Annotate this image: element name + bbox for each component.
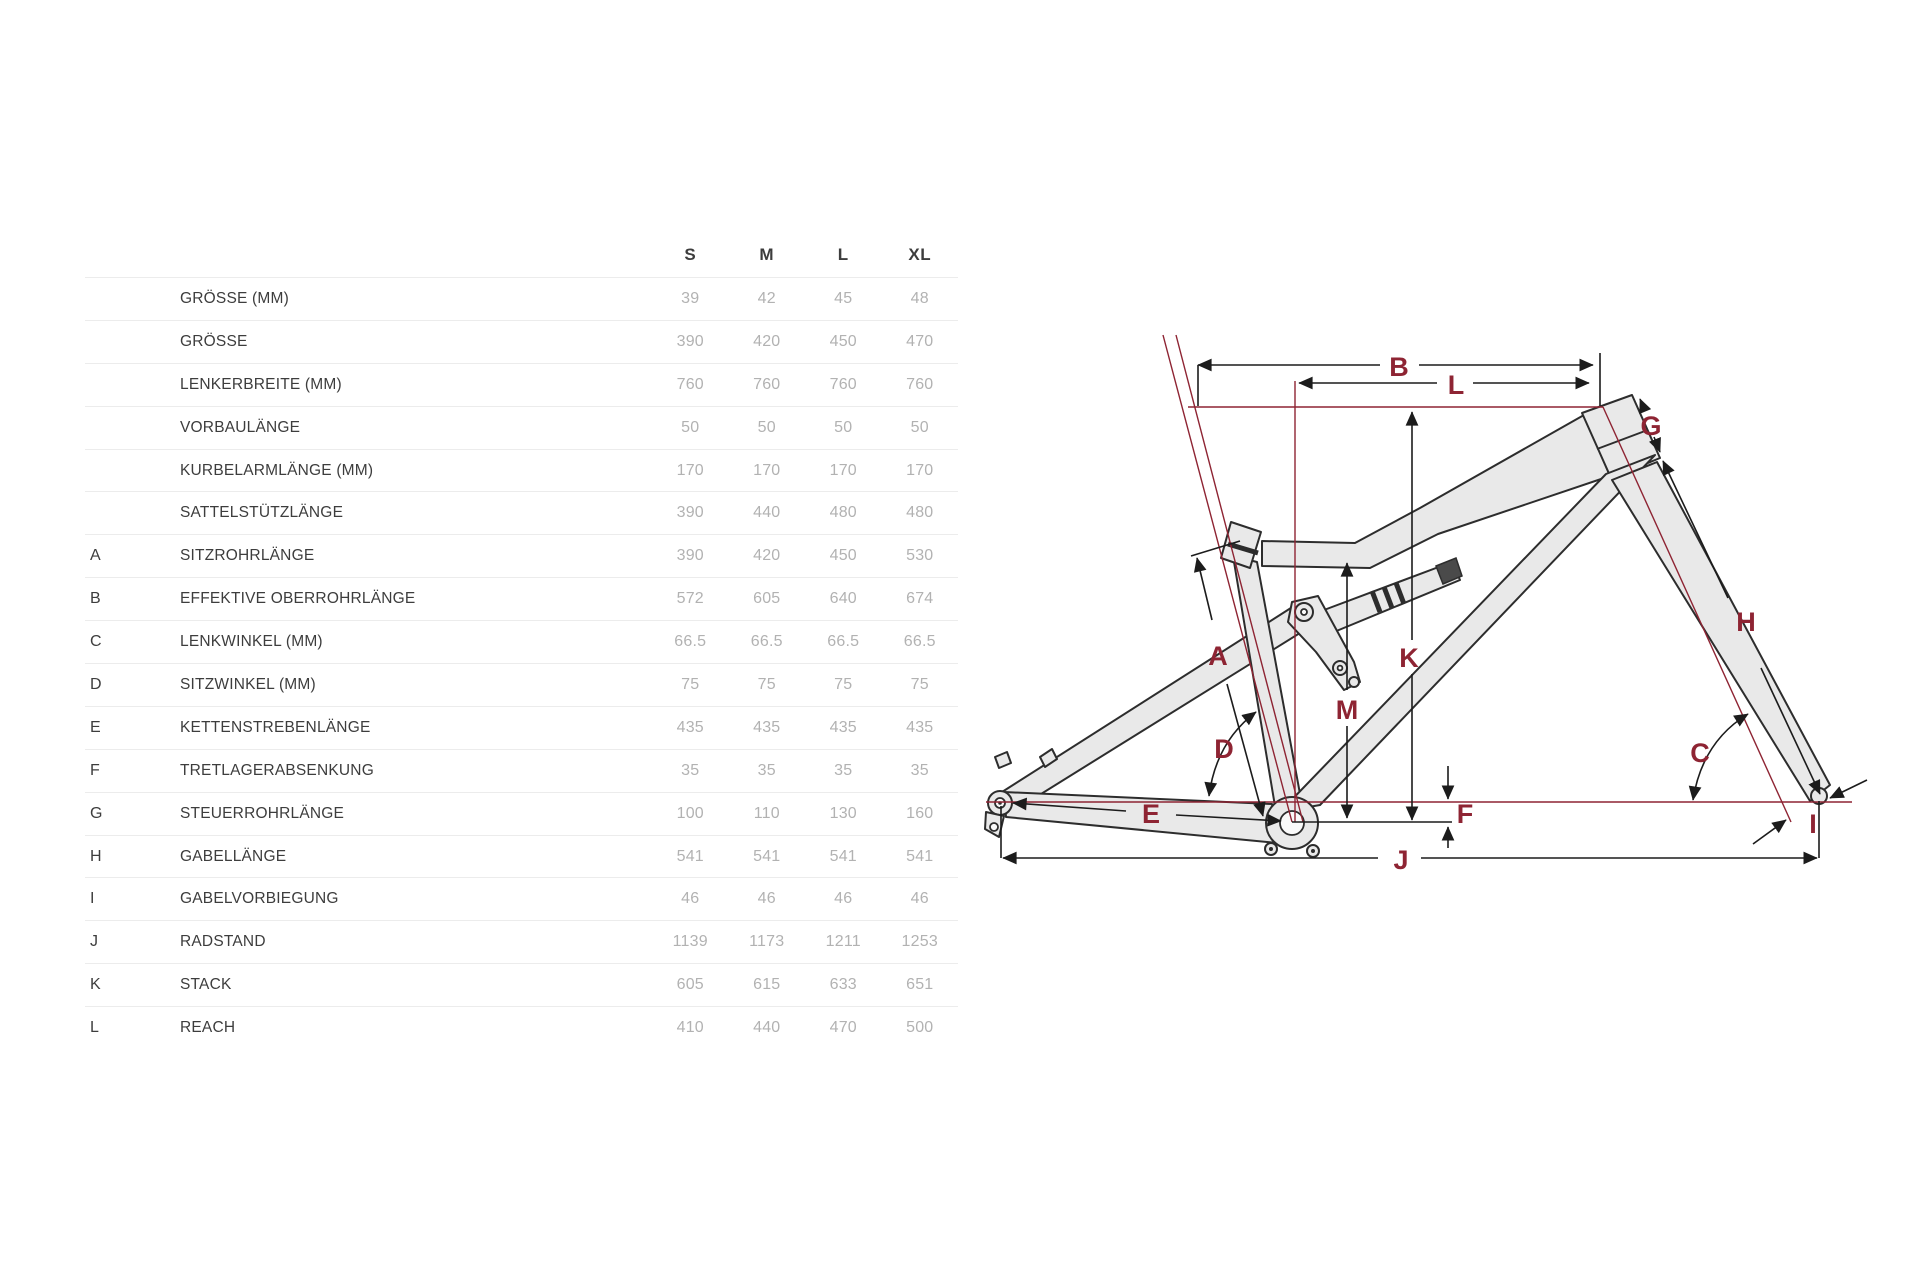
row-label: GRÖSSE [180, 332, 248, 350]
value-m: 46 [757, 890, 776, 908]
row-label: REACH [180, 1019, 236, 1037]
size-header-m: M [759, 245, 775, 264]
row-key: E [90, 718, 101, 736]
bike-frame-illustration [985, 395, 1830, 857]
rocker-pivot-end [1349, 677, 1359, 687]
value-m: 440 [753, 504, 781, 522]
value-s: 39 [681, 289, 700, 307]
value-m: 440 [753, 1019, 781, 1037]
row-label: STEUERROHRLÄNGE [180, 804, 345, 822]
value-m: 615 [753, 976, 781, 994]
dim-label-k: K [1399, 643, 1419, 673]
value-l: 541 [829, 847, 857, 865]
value-l: 50 [834, 418, 853, 436]
value-l: 480 [829, 504, 857, 522]
value-xl: 760 [906, 375, 934, 393]
value-l: 760 [829, 375, 857, 393]
value-m: 435 [753, 718, 781, 736]
value-s: 390 [676, 332, 704, 350]
value-l: 35 [834, 761, 853, 779]
value-l: 450 [829, 547, 857, 565]
value-s: 35 [681, 761, 700, 779]
value-m: 35 [757, 761, 776, 779]
value-s: 66.5 [674, 633, 707, 651]
value-xl: 160 [906, 804, 934, 822]
value-m: 541 [753, 847, 781, 865]
row-label: GABELVORBIEGUNG [180, 890, 339, 908]
value-xl: 66.5 [903, 633, 936, 651]
row-key: A [90, 547, 101, 565]
row-label: TRETLAGERABSENKUNG [180, 761, 374, 779]
bb-bolt-left-dot [1269, 847, 1273, 851]
row-label: EFFEKTIVE OBERROHRLÄNGE [180, 590, 416, 608]
value-m: 1173 [749, 933, 785, 951]
derailleur-hanger-hole [990, 823, 998, 831]
value-s: 572 [676, 590, 704, 608]
row-label: LENKERBREITE (MM) [180, 375, 342, 393]
value-s: 390 [676, 547, 704, 565]
rocker-pivot-main-hole [1301, 609, 1307, 615]
row-label: GABELLÄNGE [180, 847, 287, 865]
row-key: H [90, 847, 102, 865]
value-xl: 651 [906, 976, 934, 994]
value-s: 75 [681, 675, 700, 693]
row-label: KURBELARMLÄNGE (MM) [180, 461, 374, 479]
value-l: 66.5 [827, 633, 860, 651]
row-key: F [90, 761, 101, 779]
dim-label-h: H [1736, 607, 1756, 637]
value-l: 470 [829, 1019, 857, 1037]
dim-i-arrow-left [1753, 820, 1786, 844]
value-m: 420 [753, 547, 781, 565]
value-m: 170 [753, 461, 781, 479]
value-xl: 75 [910, 675, 929, 693]
value-m: 50 [757, 418, 776, 436]
value-m: 66.5 [750, 633, 783, 651]
value-xl: 530 [906, 547, 934, 565]
row-label: STACK [180, 976, 232, 994]
value-s: 170 [676, 461, 704, 479]
value-xl: 1253 [901, 933, 938, 951]
row-key: J [90, 933, 99, 951]
row-key: D [90, 675, 102, 693]
dim-label-m: M [1335, 695, 1359, 725]
value-s: 541 [676, 847, 704, 865]
value-l: 633 [829, 976, 857, 994]
value-l: 1211 [825, 933, 861, 951]
dim-label-a: A [1208, 641, 1228, 671]
size-header-xl: XL [908, 245, 932, 264]
row-label: SITZROHRLÄNGE [180, 547, 315, 565]
value-l: 130 [829, 804, 857, 822]
dim-label-e: E [1141, 799, 1161, 829]
value-m: 110 [753, 804, 780, 822]
value-xl: 48 [910, 289, 929, 307]
value-xl: 470 [906, 332, 934, 350]
value-s: 50 [681, 418, 700, 436]
dim-label-l: L [1447, 370, 1465, 400]
bb-bolt-right-dot [1311, 849, 1315, 853]
value-xl: 435 [906, 718, 934, 736]
value-m: 760 [753, 375, 781, 393]
value-s: 1139 [672, 933, 708, 951]
dim-label-b: B [1389, 352, 1409, 382]
fork-blade [1612, 462, 1830, 801]
row-key: L [90, 1019, 100, 1037]
dim-i-arrow-right [1830, 780, 1867, 798]
row-label: LENKWINKEL (MM) [180, 633, 323, 651]
size-header-s: S [684, 245, 697, 264]
value-s: 46 [681, 890, 700, 908]
dimension-lines [1001, 353, 1867, 858]
value-xl: 35 [910, 761, 929, 779]
dim-label-g: G [1640, 411, 1662, 441]
dim-label-d: D [1214, 734, 1234, 764]
dim-a-line-top [1197, 558, 1212, 620]
value-l: 640 [829, 590, 857, 608]
row-key: K [90, 976, 101, 994]
value-xl: 674 [906, 590, 934, 608]
brake-mount-tab [995, 752, 1011, 768]
value-xl: 170 [906, 461, 934, 479]
value-m: 605 [753, 590, 781, 608]
dim-g-line-top [1640, 399, 1645, 411]
value-l: 170 [829, 461, 857, 479]
size-header-l: L [837, 245, 849, 264]
value-l: 75 [834, 675, 853, 693]
row-label: SITZWINKEL (MM) [180, 675, 316, 693]
rocker-pivot-lower-hole [1338, 666, 1343, 671]
value-s: 605 [676, 976, 704, 994]
dim-label-j: J [1393, 845, 1409, 875]
value-xl: 46 [910, 890, 929, 908]
value-xl: 541 [906, 847, 934, 865]
row-label: GRÖSSE (MM) [180, 289, 289, 307]
row-label: VORBAULÄNGE [180, 418, 301, 436]
value-l: 450 [829, 332, 857, 350]
value-l: 45 [834, 289, 853, 307]
row-label: KETTENSTREBENLÄNGE [180, 718, 371, 736]
value-s: 410 [676, 1019, 704, 1037]
value-m: 75 [757, 675, 776, 693]
dim-label-f: F [1456, 799, 1474, 829]
value-xl: 50 [910, 418, 929, 436]
row-key: B [90, 590, 101, 608]
seat-post-axis-line [1176, 335, 1303, 822]
row-label: SATTELSTÜTZLÄNGE [180, 504, 344, 522]
value-l: 435 [829, 718, 857, 736]
value-xl: 500 [906, 1019, 934, 1037]
value-xl: 480 [906, 504, 934, 522]
value-s: 390 [676, 504, 704, 522]
row-key: C [90, 633, 102, 651]
value-s: 100 [676, 804, 704, 822]
dim-label-i: I [1809, 809, 1817, 839]
row-key: I [90, 890, 95, 908]
value-m: 420 [753, 332, 781, 350]
value-s: 435 [676, 718, 704, 736]
value-s: 760 [676, 375, 704, 393]
dim-label-c: C [1690, 738, 1710, 768]
row-key: G [90, 804, 103, 822]
value-m: 42 [757, 289, 776, 307]
row-label: RADSTAND [180, 933, 266, 951]
value-l: 46 [834, 890, 853, 908]
